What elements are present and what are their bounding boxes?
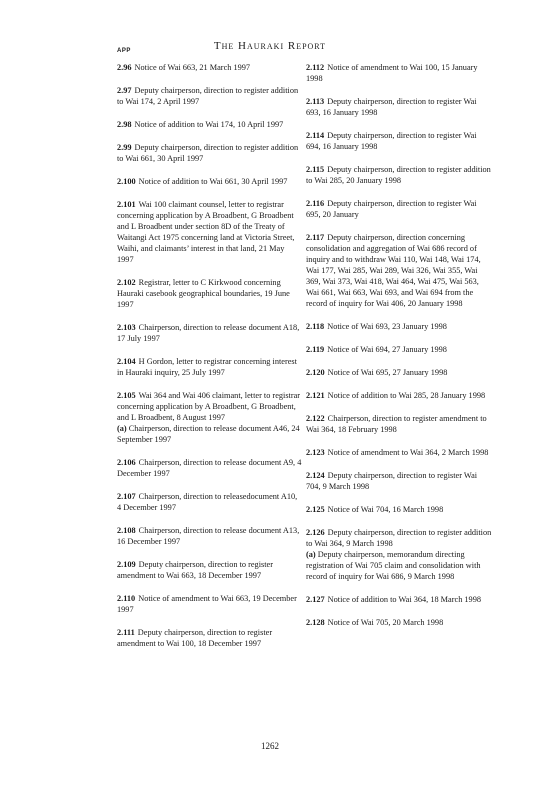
entry-text: Notice of Wai 663, 21 March 1997	[134, 63, 251, 72]
entry-number: 2.100	[117, 177, 136, 186]
entry-number: 2.106	[117, 458, 136, 467]
entry-number: 2.99	[117, 143, 132, 152]
entry-text: Deputy chairperson, direction to register Wai 693, 16 January 1998	[306, 97, 477, 117]
sub-entry-label: (a)	[306, 550, 316, 559]
list-item	[117, 277, 303, 310]
entry-number: 2.120	[306, 368, 325, 377]
sub-entry	[306, 549, 492, 582]
entry-text: Chairperson, direction to register amendment to Wai 364, 18 February 1998	[306, 414, 487, 434]
right-column	[306, 62, 492, 640]
entry-number: 2.116	[306, 199, 325, 208]
list-item	[117, 457, 303, 479]
entry-number: 2.105	[117, 391, 136, 400]
entry-number: 2.126	[306, 528, 325, 537]
left-column	[117, 62, 303, 661]
entry-text: Deputy chairperson, direction to register Wai 704, 9 March 1998	[306, 471, 478, 491]
list-item	[117, 85, 303, 107]
sub-entry	[117, 423, 303, 445]
section-tag: APP	[117, 48, 131, 54]
list-item	[306, 96, 492, 118]
entry-number: 2.110	[117, 594, 136, 603]
list-item	[306, 344, 492, 355]
entry-text: Deputy chairperson, direction to register addition to Wai 285, 20 January 1998	[306, 165, 491, 185]
entry-number: 2.121	[306, 391, 325, 400]
entry-text: Chairperson, direction to release document A18, 17 July 1997	[117, 323, 300, 343]
list-item	[117, 199, 303, 265]
entry-text: Notice of amendment to Wai 364, 2 March 1998	[327, 448, 489, 457]
list-item	[117, 322, 303, 344]
list-item	[117, 390, 303, 445]
entry-number: 2.123	[306, 448, 325, 457]
list-item	[117, 491, 303, 513]
entry-text: Deputy chairperson, direction to register addition to Wai 174, 2 April 1997	[117, 86, 299, 106]
list-item	[306, 413, 492, 435]
entry-text: Deputy chairperson, direction concerning consolidation and aggregation of Wai 686 record of inquiry and to withdraw Wai 110, Wai 148, Wai 174, Wai 177, Wai 285, Wai 289, Wai 326, Wai 355, Wai 369, Wai 373, Wai 418, Wai 464, Wai 475, Wai 563, Wai 661, Wai 663, Wai 693, and Wai 694 from the record of inquiry for Wai 406, 20 January 1998	[306, 233, 481, 308]
list-item	[306, 390, 492, 401]
entry-text: Notice of Wai 694, 27 January 1998	[327, 345, 447, 354]
sub-entry-text: Chairperson, direction to release document A46, 24 September 1997	[117, 424, 300, 444]
list-item	[306, 164, 492, 186]
list-item	[306, 198, 492, 220]
entry-number: 2.112	[306, 63, 325, 72]
entry-text: Deputy chairperson, direction to register addition to Wai 364, 9 March 1998	[306, 528, 492, 548]
list-item	[117, 525, 303, 547]
entry-number: 2.128	[306, 618, 325, 627]
entry-text: H Gordon, letter to registrar concerning interest in Hauraki inquiry, 25 July 1997	[117, 357, 297, 377]
list-item	[117, 119, 303, 130]
entry-number: 2.96	[117, 63, 132, 72]
entry-number: 2.104	[117, 357, 136, 366]
list-item	[306, 367, 492, 378]
entry-number: 2.111	[117, 628, 135, 637]
list-item	[117, 593, 303, 615]
entry-number: 2.124	[306, 471, 325, 480]
entry-text: Wai 364 and Wai 406 claimant, letter to registrar concerning application by A Broadbent, G Broadbent, and L Broadbent, 8 August 1997	[117, 391, 301, 422]
entry-text: Notice of addition to Wai 364, 18 March 1998	[327, 595, 482, 604]
running-header	[0, 40, 540, 52]
list-item	[306, 321, 492, 332]
list-item	[117, 627, 303, 649]
entry-number: 2.114	[306, 131, 325, 140]
entry-text: Notice of Wai 704, 16 March 1998	[327, 505, 444, 514]
sub-entry-text: Deputy chairperson, memorandum directing registration of Wai 705 claim and consolidation with record of inquiry for Wai 686, 9 March 1998	[306, 550, 481, 581]
list-item	[306, 504, 492, 515]
entry-text: Notice of Wai 693, 23 January 1998	[327, 322, 447, 331]
list-item	[117, 62, 303, 73]
entry-text: Chairperson, direction to release document A13, 16 December 1997	[117, 526, 300, 546]
entry-text: Notice of Wai 695, 27 January 1998	[327, 368, 448, 377]
list-item	[306, 130, 492, 152]
entry-number: 2.117	[306, 233, 325, 242]
page-number: 1262	[261, 741, 279, 751]
entry-number: 2.103	[117, 323, 136, 332]
list-item	[306, 232, 492, 309]
entry-number: 2.108	[117, 526, 136, 535]
entry-text: Notice of amendment to Wai 100, 15 January 1998	[306, 63, 478, 83]
entry-text: Notice of addition to Wai 174, 10 April 1997	[134, 120, 284, 129]
entry-text: Chairperson, direction to release document A9, 4 December 1997	[117, 458, 302, 478]
entry-number: 2.97	[117, 86, 132, 95]
entry-number: 2.102	[117, 278, 136, 287]
entry-text: Deputy chairperson, direction to register amendment to Wai 100, 18 December 1997	[117, 628, 273, 648]
entry-text: Deputy chairperson, direction to register Wai 694, 16 January 1998	[306, 131, 477, 151]
list-item	[117, 356, 303, 378]
entry-number: 2.115	[306, 165, 325, 174]
list-item	[306, 527, 492, 582]
list-item	[117, 176, 303, 187]
entry-text: Notice of addition to Wai 285, 28 January 1998	[327, 391, 486, 400]
entry-number: 2.101	[117, 200, 136, 209]
entry-number: 2.127	[306, 595, 325, 604]
list-item	[306, 62, 492, 84]
entry-text: Wai 100 claimant counsel, letter to registrar concerning application by A Broadbent, G Broadbent and L Broadbent under section 8D of the Treaty of Waitangi Act 1975 concerning land at Victoria Street, Waihi, and claimants’ interest in that land, 21 May 1997	[117, 200, 295, 264]
report-title: The Hauraki Report	[213, 40, 327, 52]
entry-number: 2.98	[117, 120, 132, 129]
list-item	[306, 470, 492, 492]
entry-number: 2.118	[306, 322, 325, 331]
entry-text: Deputy chairperson, direction to register Wai 695, 20 January	[306, 199, 477, 219]
sub-entry-label: (a)	[117, 424, 127, 433]
list-item	[306, 447, 492, 458]
entry-number: 2.109	[117, 560, 136, 569]
list-item	[306, 594, 492, 605]
entry-text: Notice of addition to Wai 661, 30 April 1997	[138, 177, 288, 186]
entry-number: 2.107	[117, 492, 136, 501]
entry-text: Chairperson, direction to releasedocument A10, 4 December 1997	[117, 492, 298, 512]
entry-text: Deputy chairperson, direction to register amendment to Wai 663, 18 December 1997	[117, 560, 273, 580]
entry-number: 2.122	[306, 414, 325, 423]
list-item	[117, 142, 303, 164]
entry-text: Deputy chairperson, direction to register addition to Wai 661, 30 April 1997	[117, 143, 299, 163]
entry-number: 2.125	[306, 505, 325, 514]
entry-text: Registrar, letter to C Kirkwood concerning Hauraki casebook geographical boundaries, 19 June 1997	[117, 278, 290, 309]
entry-text: Notice of amendment to Wai 663, 19 December 1997	[117, 594, 297, 614]
entry-number: 2.113	[306, 97, 325, 106]
entry-number: 2.119	[306, 345, 325, 354]
list-item	[306, 617, 492, 628]
list-item	[117, 559, 303, 581]
entry-text: Notice of Wai 705, 20 March 1998	[327, 618, 444, 627]
